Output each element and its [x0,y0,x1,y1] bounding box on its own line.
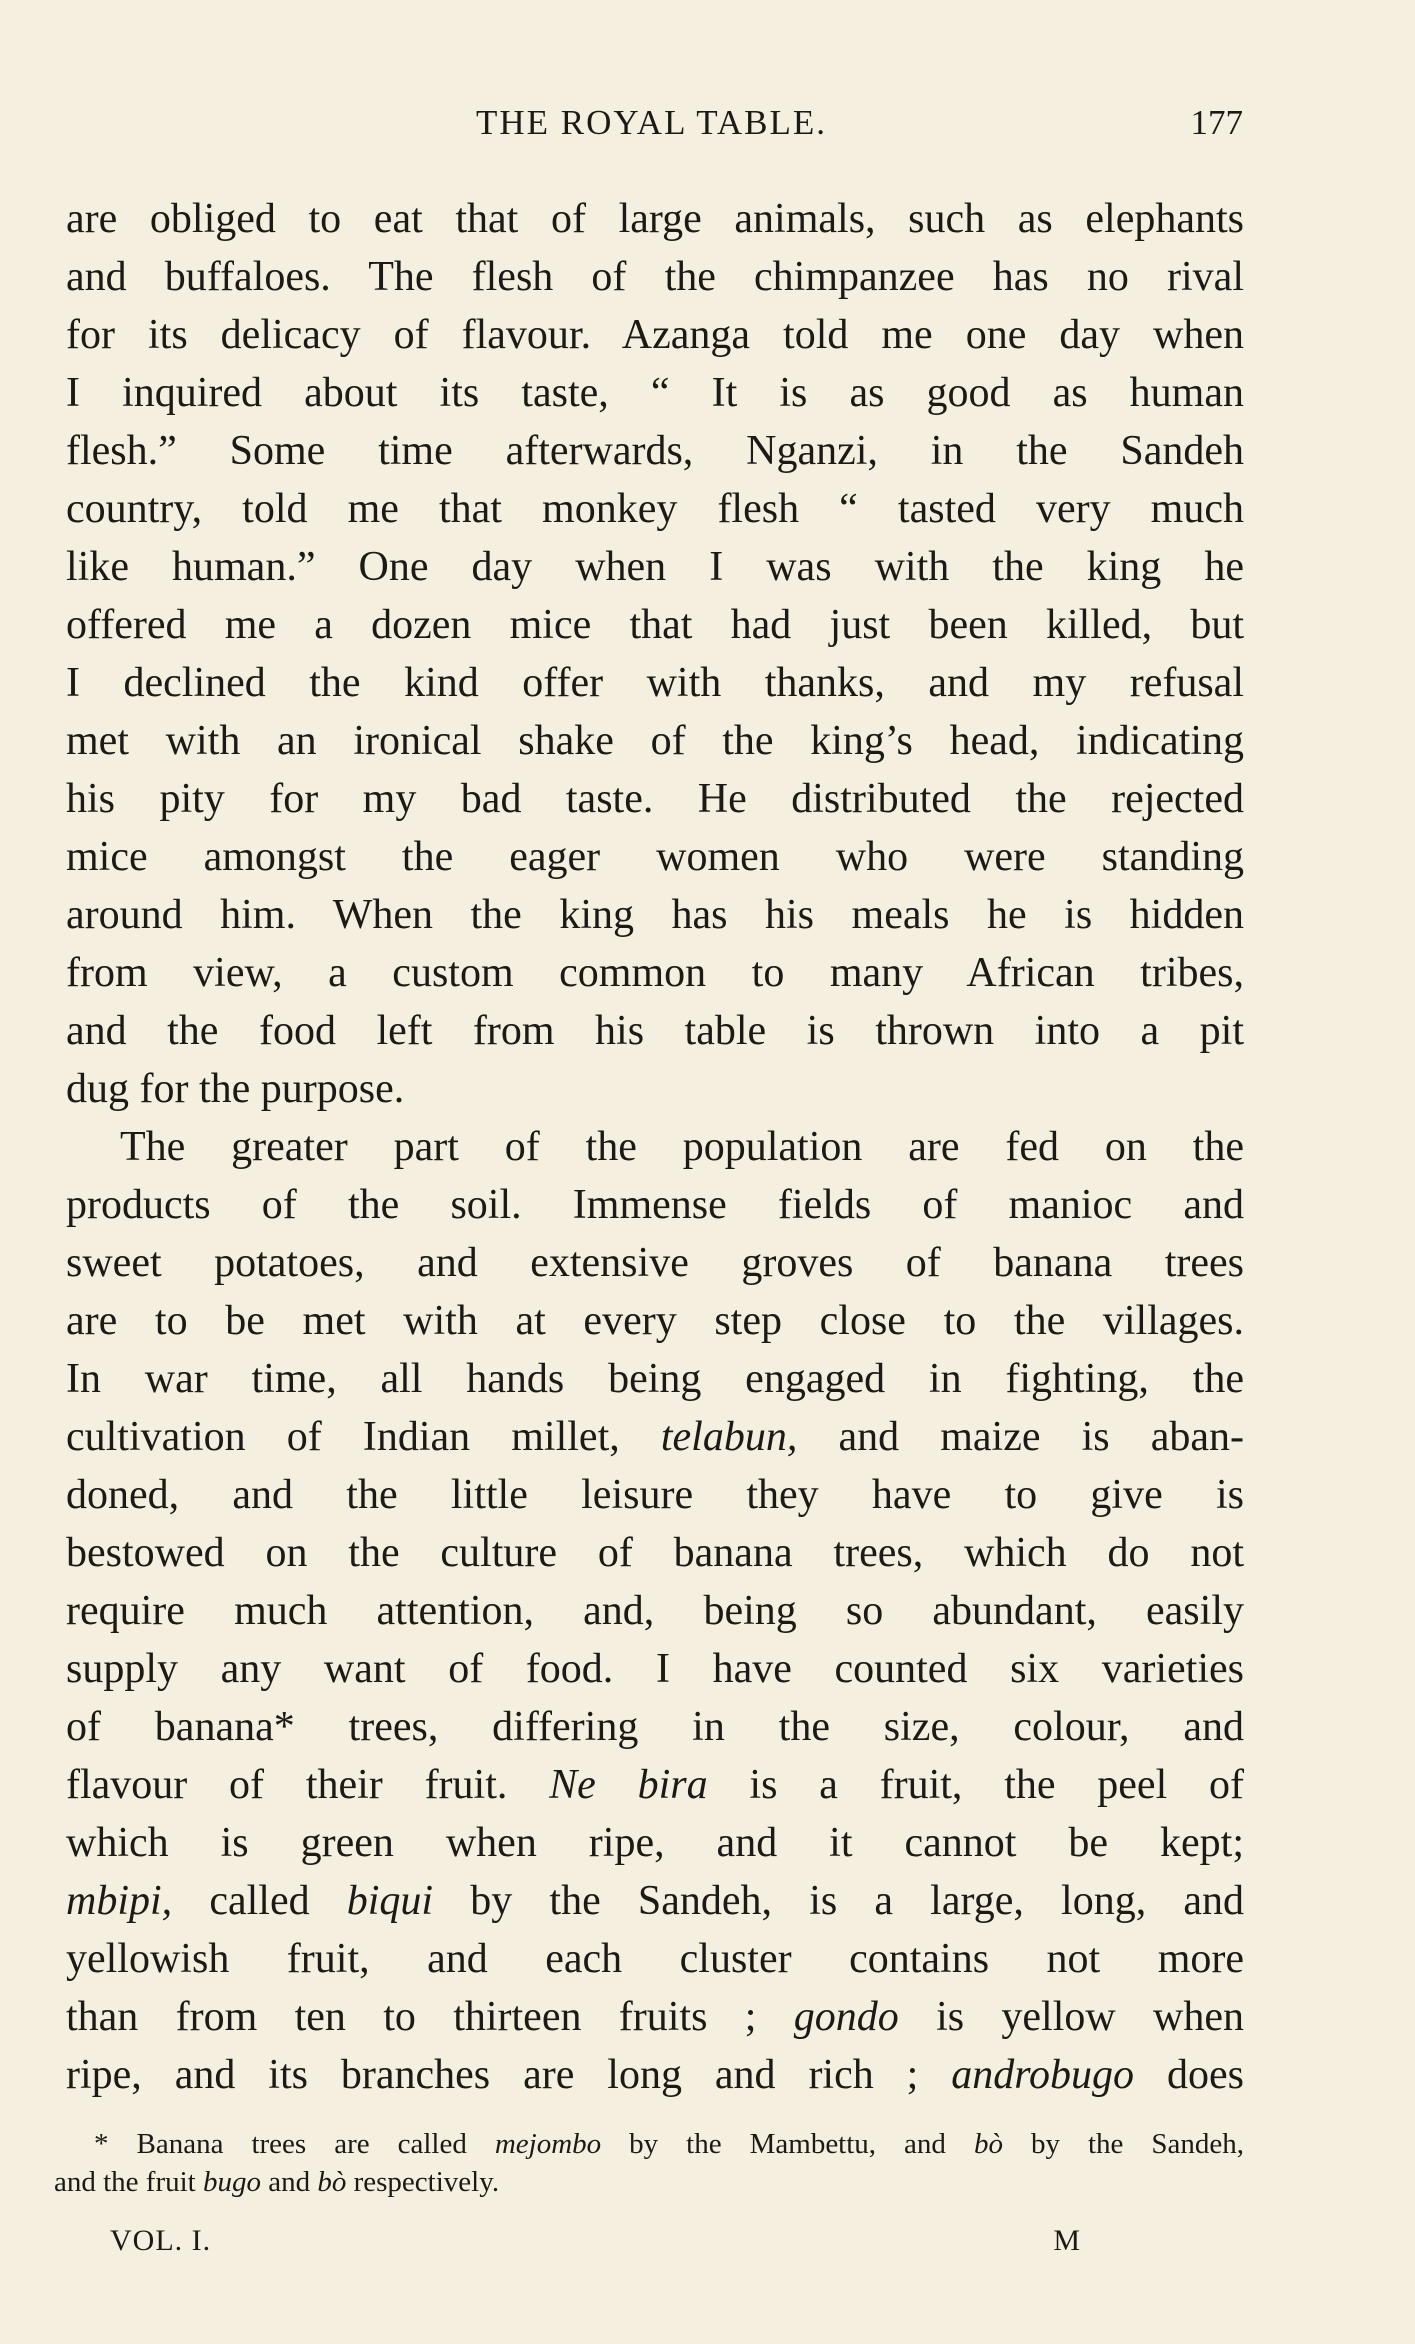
text-line: doned, and the little leisure they have to give is [66,1472,1244,1518]
text-line [66,1756,1244,1814]
text-line [66,1988,1244,2046]
text-run: ripe, and its branches are long and rich ; [66,2052,952,2098]
text-run: and the fruit [54,2166,203,2198]
text-line: sweet potatoes, and extensive groves of banana trees [66,1240,1244,1286]
footnote-line [54,2163,1244,2201]
italic-term: mbipi, [66,1878,173,1924]
text-line: for its delicacy of flavour. Azanga told me one day when [66,312,1244,358]
text-line: supply any want of food. I have counted six varieties [66,1646,1244,1692]
text-line: which is green when ripe, and it cannot be kept; [66,1820,1244,1866]
text-line: bestowed on the culture of banana trees, which do not [66,1530,1244,1576]
text-run: cultivation of Indian millet, [66,1414,661,1460]
signature-mark: M [1053,2224,1080,2257]
text-line: The greater part of the population are fed on the [120,1124,1244,1170]
text-line: are to be met with at every step close to the villages. [66,1298,1244,1344]
italic-term: bò [317,2166,347,2198]
italic-term: gondo [793,1994,899,2040]
text-line: products of the soil. Immense fields of manioc and [66,1182,1244,1228]
text-line: I inquired about its taste, “ It is as good as human [66,370,1244,416]
text-line: and buffaloes. The flesh of the chimpanzee has no rival [66,254,1244,300]
text-line: his pity for my bad taste. He distributed the rejected [66,776,1244,822]
text-line [66,2046,1244,2104]
footnote-line [54,2125,1244,2163]
text-line: around him. When the king has his meals he is hidden [66,892,1244,938]
text-line: yellowish fruit, and each cluster contains not more [66,1936,1244,1982]
text-line: I declined the kind offer with thanks, and my refusal [66,660,1244,706]
text-line: require much attention, and, being so abundant, easily [66,1588,1244,1634]
text-run: than from ten to thirteen fruits ; [66,1994,794,2040]
text-run: is a fruit, the peel of [707,1762,1244,1808]
text-run: by the Sandeh, [1002,2128,1244,2160]
text-run: is yellow when [898,1994,1244,2040]
italic-term: bugo [202,2166,261,2198]
page-number: 177 [1190,103,1243,142]
text-line: of banana* trees, differing in the size, colour, and [66,1704,1244,1750]
italic-term: telabun, [660,1414,798,1460]
text-run: by the Mambettu, and [601,2128,974,2160]
body-text [66,190,1244,2104]
text-run: respectively. [346,2166,500,2198]
text-line: flesh.” Some time afterwards, Nganzi, in the Sandeh [66,428,1244,474]
italic-term: mejombo [494,2128,602,2160]
italic-term: androbugo [951,2052,1135,2098]
text-line: and the food left from his table is thrown into a pit [66,1008,1244,1054]
text-line [66,1408,1244,1466]
text-run: flavour of their fruit. [66,1762,550,1808]
italic-term: biqui [346,1878,434,1924]
text-line: met with an ironical shake of the king’s head, indicating [66,718,1244,764]
text-run: * Banana trees are called [94,2128,495,2160]
text-line: mice amongst the eager women who were standing [66,834,1244,880]
signature-line [110,2224,1080,2264]
text-line: dug for the purpose. [66,1066,405,1112]
text-run: by the Sandeh, is a large, long, and [433,1878,1244,1924]
text-line: like human.” One day when I was with the king he [66,544,1244,590]
footnote [54,2125,1244,2201]
text-run: and [260,2166,318,2198]
italic-term: Ne bira [549,1762,708,1808]
running-head [60,103,1243,153]
text-line: In war time, all hands being engaged in fighting, the [66,1356,1244,1402]
text-run: called [172,1878,347,1924]
text-line [66,1872,1244,1930]
text-line: country, told me that monkey flesh “ tasted very much [66,486,1244,532]
text-line: are obliged to eat that of large animals, such as elephants [66,196,1244,242]
running-title: THE ROYAL TABLE. [476,103,827,142]
volume-label: VOL. I. [110,2224,212,2257]
text-line: offered me a dozen mice that had just been killed, but [66,602,1244,648]
text-run: and maize is aban- [797,1414,1244,1460]
text-run: does [1134,2052,1244,2098]
italic-term: bò [973,2128,1003,2160]
text-line: from view, a custom common to many African tribes, [66,950,1244,996]
